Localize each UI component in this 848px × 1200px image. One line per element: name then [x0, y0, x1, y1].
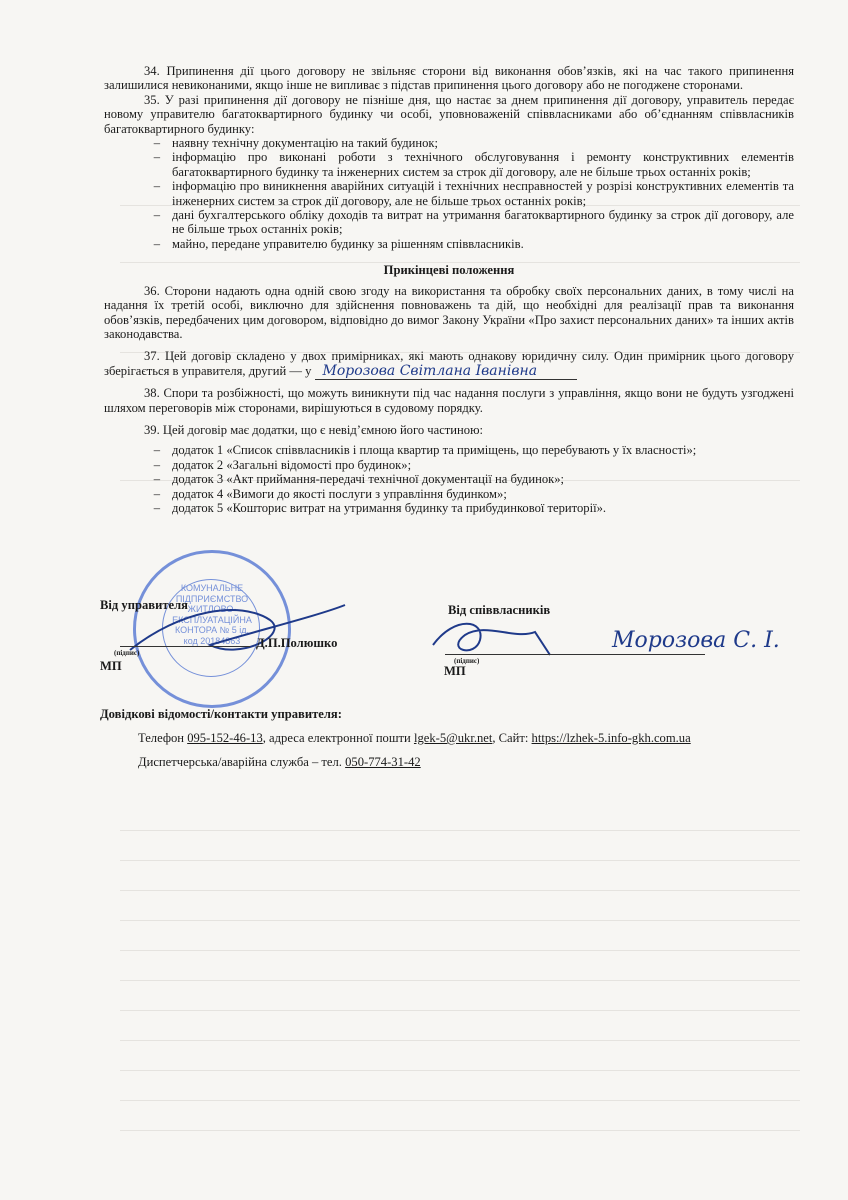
dispatch-line	[138, 755, 421, 769]
clause-37	[104, 349, 794, 378]
manager-seal-mark: МП	[100, 659, 122, 673]
list-item: – додаток 5 «Кошторис витрат на утримання будинку та прибудинкової території».	[104, 501, 794, 515]
clause-35-list	[104, 136, 794, 251]
owners-handwritten-name: Морозова С. І.	[612, 628, 780, 653]
list-item: – дані бухгалтерського обліку доходів та витрат на утримання багатоквартирного будинку за строк дії договору, але не більше трьох останніх років;	[104, 208, 794, 237]
site-label: , Сайт:	[492, 731, 529, 745]
owners-seal-mark: МП	[444, 664, 466, 678]
contacts-heading: Довідкові відомості/контакти управителя:	[100, 707, 342, 721]
owners-label: Від співвласників	[448, 603, 551, 617]
email-link[interactable]: lgek-5@ukr.net	[413, 731, 493, 745]
owners-sign-caption: (підпис)	[454, 657, 480, 665]
dispatch-phone-link[interactable]: 050-774-31-42	[345, 755, 421, 769]
list-item: – додаток 2 «Загальні відомості про будинок»;	[104, 458, 794, 472]
stamp-text: КОМУНАЛЬНЕ ПІДПРИЄМСТВО ЖИТЛОВО-ЕКСПЛУАТАЦІЙНА КОНТОРА № 5 ід. код 20184863	[172, 583, 252, 646]
manager-label: Від управителя	[100, 598, 188, 612]
list-item: – додаток 4 «Вимоги до якості послуги з управління будинком»;	[104, 487, 794, 501]
manager-sign-caption: (підпис)	[114, 649, 140, 657]
manager-name: Д.П.Полюшко	[256, 636, 338, 650]
list-item: – додаток 1 «Список співвласників і площа квартир та приміщень, що перебувають у їх власності»;	[104, 443, 794, 457]
list-item: – майно, передане управителю будинку за рішенням співвласників.	[104, 237, 794, 251]
owners-signature	[425, 610, 565, 670]
list-item: – інформацію про виникнення аварійних ситуацій і технічних несправностей у розрізі конструктивних елементів та інженерних систем за строк дії договору, але не більше трьох останніх років;	[104, 179, 794, 208]
appendix-list	[104, 443, 794, 515]
list-item: – додаток 3 «Акт приймання-передачі технічної документації на будинок»;	[104, 472, 794, 486]
manager-signature	[120, 590, 350, 670]
list-item: – наявну технічну документацію на такий будинок;	[104, 136, 794, 150]
handwritten-owner-name: Морозова Світлана Іванівна	[315, 363, 578, 380]
phone-label: Телефон	[138, 731, 185, 745]
email-label: , адреса електронної пошти	[262, 731, 411, 745]
contacts-line	[138, 731, 691, 745]
clause-34: 34. Припинення дії цього договору не звільняє сторони від виконання обов’язків, які на час такого припинення залишилися невиконаними, якщо інше не випливає з підстав припинення цього договору або не погоджене сторонами.	[104, 64, 794, 93]
site-link[interactable]: https://lzhek-5.info-gkh.com.ua	[531, 731, 691, 745]
dispatch-label: Диспетчерська/аварійна служба – тел.	[138, 755, 342, 769]
clause-35: 35. У разі припинення дії договору не пізніше дня, що настає за днем припинення дії договору, управитель передає новому управителю багатоквартирного будинку чи особі, уповноваженій співвласниками або об’єднанням співвласників багатоквартирного будинку:	[104, 92, 794, 136]
list-item: – інформацію про виконані роботи з технічного обслуговування і ремонту конструктивних елементів багатоквартирного будинку та інженерних систем за строк дії договору, але не більше трьох останніх років;	[104, 150, 794, 179]
section-heading: Прикінцеві положення	[383, 263, 515, 278]
contract-body	[104, 64, 794, 515]
contacts-section	[100, 707, 800, 769]
clause-37-text: 37. Цей договір складено у двох примірниках, які мають однакову юридичну силу. Один примірник цього договору зберігається в управителя, другий — у	[104, 349, 794, 378]
clause-36: 36. Сторони надають одна одній свою згоду на використання та обробку своїх персональних даних, в тому числі на надання їх третій особі, виключно для здійснення повноважень та дій, що необхідні для реалізації прав та виконання обов’язків, передбачених цим договором, відповідно до вимог Закону України «Про захист персональних даних» та інших актів законодавства.	[104, 283, 794, 341]
phone-link[interactable]: 095-152-46-13	[187, 731, 263, 745]
clause-38: 38. Спори та розбіжності, що можуть виникнути під час надання послуги з управління, якщо вони не будуть узгоджені шляхом переговорів між сторонами, вирішуються в судовому порядку.	[104, 386, 794, 415]
clause-39: 39. Цей договір має додатки, що є невід’ємною його частиною:	[144, 422, 483, 437]
